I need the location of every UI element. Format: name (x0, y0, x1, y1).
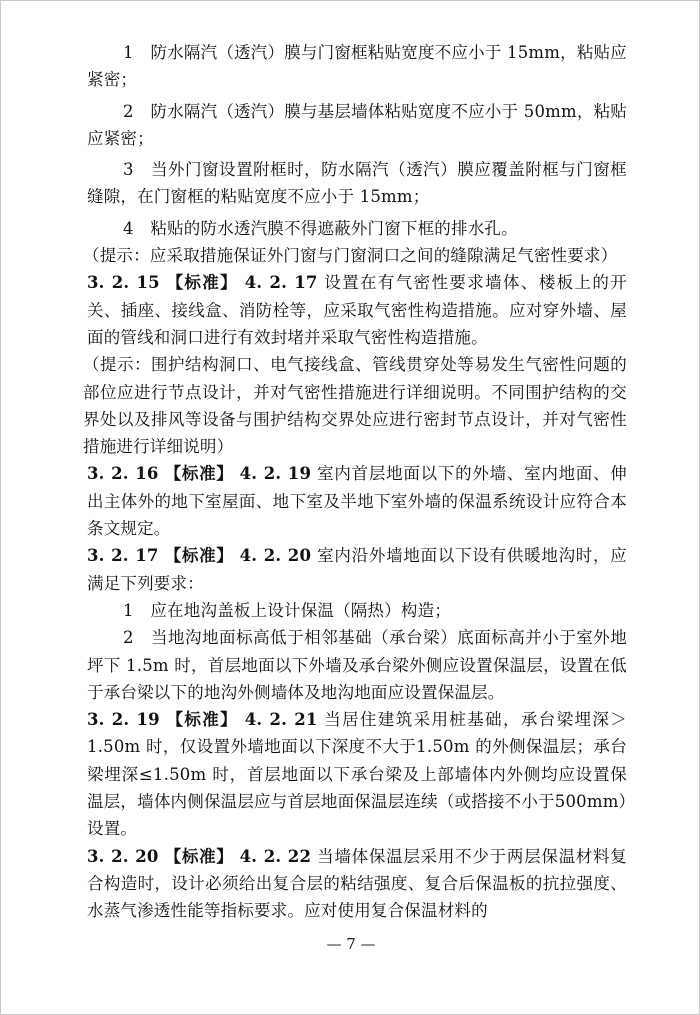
clause-number: 3. 2. 20 (87, 846, 159, 866)
list-item: 1 应在地沟盖板上设计保温（隔热）构造； (123, 600, 451, 620)
list-item: 1 防水隔汽（透汽）膜与门窗框粘贴宽度不应小于 15mm，粘贴应紧密； (87, 43, 627, 90)
clause-paragraph (87, 269, 627, 351)
clause-tag: 【标准】 (166, 710, 239, 730)
list-item: 2 当地沟地面标高低于相邻基础（承台梁）底面标高并小于室外地坪下 1.5m 时，首层地面以下外墙及承台梁外侧应设置保温层，设置在低于承台梁以下的地沟外侧墙体及地沟地面应设置保温层。 (87, 628, 627, 702)
list-item: 3 当外门窗设置附框时，防水隔汽（透汽）膜应覆盖附框与门窗框缝隙，在门窗框的粘贴宽度不应小于 15mm； (87, 160, 627, 207)
clause-paragraph (87, 706, 627, 842)
clause-reference: 4. 2. 17 (244, 273, 318, 293)
hint-note: （提示：围护结构洞口、电气接线盒、管线贯穿处等易发生气密性问题的部位应进行节点设计，并对气密性措施进行详细说明。不同围护结构的交界处以及排风等设备与围护结构交界处应进行密封节点设计，并对气密性措施进行详细说明） (83, 355, 627, 457)
clause-number: 3. 2. 16 (87, 464, 159, 484)
clause-text: 当居住建筑采用桩基础，承台梁埋深＞1.50m 时，仅设置外墙地面以下深度不大于1.50m 的外侧保温层；承台梁埋深≤1.50m 时，首层地面以下承台梁及上部墙体内外侧均应设置保温层，墙体内侧保温层应与首层地面保温层连续（或搭接不小于500mm）设置。 (87, 710, 628, 839)
clause-reference: 4. 2. 19 (239, 464, 312, 484)
clause-reference: 4. 2. 22 (239, 846, 312, 866)
clause-reference: 4. 2. 20 (239, 546, 312, 566)
list-item: 2 防水隔汽（透汽）膜与基层墙体粘贴宽度不应小于 50mm，粘贴应紧密； (87, 101, 627, 148)
clause-tag: 【标准】 (166, 273, 239, 293)
clause-text: 设置在有气密性要求墙体、楼板上的开关、插座、接线盒、消防栓等，应采取气密性构造措施。应对穿外墙、屋面的管线和洞口进行有效封堵并采取气密性构造措施。 (87, 273, 628, 347)
page-number: — 7 — (326, 935, 376, 953)
clause-tag: 【标准】 (164, 846, 234, 866)
clause-paragraph (87, 542, 627, 597)
hint-note: （提示：应采取措施保证外门窗与门窗洞口之间的缝隙满足气密性要求） (83, 246, 618, 266)
clause-paragraph (87, 460, 627, 542)
clause-tag: 【标准】 (164, 464, 234, 484)
clause-text: 当墙体保温层采用不少于两层保温材料复合构造时，设计必须给出复合层的粘结强度、复合后保温板的抗拉强度、水蒸气渗透性能等指标要求。应对使用复合保温材料的 (87, 846, 627, 921)
clause-paragraph (87, 843, 627, 925)
clause-text: 室内沿外墙地面以下设有供暖地沟时，应满足下列要求： (87, 546, 627, 593)
clause-tag: 【标准】 (164, 546, 234, 566)
page-body (83, 39, 628, 925)
list-item: 4 粘贴的防水透汽膜不得遮蔽外门窗下框的排水孔。 (123, 218, 518, 238)
clause-number: 3. 2. 15 (87, 273, 160, 293)
clause-reference: 4. 2. 21 (244, 710, 318, 730)
clause-text: 室内首层地面以下的外墙、室内地面、伸出主体外的地下室屋面、地下室及半地下室外墙的保温系统设计应符合本条文规定。 (87, 464, 627, 539)
clause-number: 3. 2. 17 (87, 546, 159, 566)
clause-number: 3. 2. 19 (87, 710, 160, 730)
